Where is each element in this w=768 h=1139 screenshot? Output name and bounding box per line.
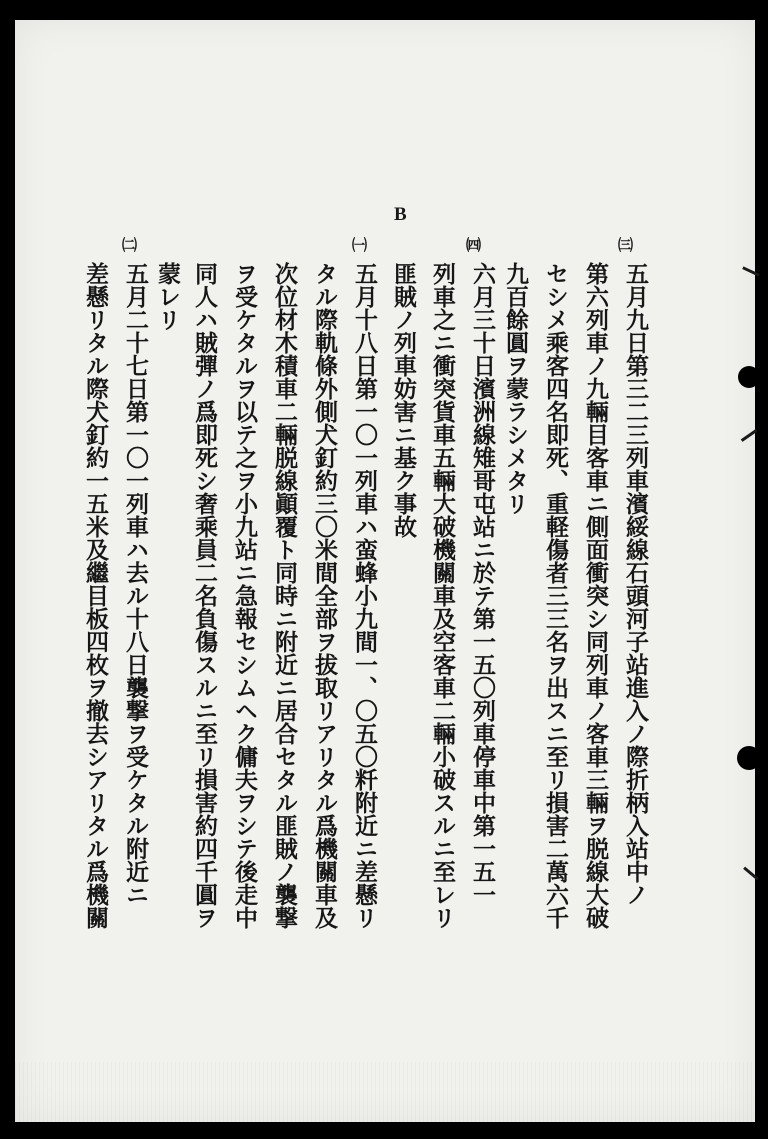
text-column: 六月三十日濱洲線雉哥屯站ニ於テ第一五〇列車停車中第一五一 — [469, 262, 496, 906]
binding-hole — [738, 366, 760, 388]
text-column: 九百餘圓ヲ蒙ラシメタリ — [502, 262, 529, 515]
entry-marker: ㈡ — [122, 236, 138, 254]
text-column: 五月九日第三二三列車濱綏線石頭河子站進入ノ際折柄入站中ノ — [622, 262, 649, 906]
paper-grain — [15, 1062, 755, 1122]
text-column: 差懸リタル際犬釘約一五米及繼目板四枚ヲ撤去シアリタル爲機關 — [82, 262, 109, 929]
entry-marker: ㈢ — [618, 236, 634, 254]
entry-marker: ㈣ — [466, 236, 482, 254]
text-column: 列車之ニ衝突貨車五輛大破機關車及空客車二輛小破スルニ至レリ — [429, 262, 456, 929]
text-column: 同人ハ賊彈ノ爲即死シ奢乘員二名負傷スルニ至リ損害約四千圓ヲ — [191, 262, 218, 929]
text-column: タル際軌條外側犬釘約三〇米間全部ヲ拔取リアリタル爲機關車及 — [311, 262, 338, 929]
section-heading: 匪賊ノ列車妨害ニ基ク事故 — [390, 262, 417, 538]
text-column: ヲ受ケタルヲ以テ之ヲ小九站ニ急報セシムヘク傭夫ヲシテ後走中 — [231, 262, 258, 929]
text-column: 第六列車ノ九輛目客車ニ側面衝突シ同列車ノ客車三輛ヲ脱線大破 — [582, 262, 609, 929]
section-letter: B — [394, 204, 407, 225]
text-column: 次位材木積車二輛脱線顚覆ト同時ニ附近ニ居合セタル匪賊ノ襲撃 — [271, 262, 298, 929]
text-column: 蒙レリ — [154, 262, 181, 331]
entry-marker: ㈠ — [352, 236, 368, 254]
text-column: セシメ乘客四名即死、重軽傷者三三名ヲ出スニ至リ損害二萬六千 — [542, 262, 569, 929]
text-column: 五月十八日第一〇一列車ハ蛮蜂小九間一、〇五〇粁附近ニ差懸リ — [351, 262, 378, 929]
binding-hole — [737, 746, 761, 770]
text-column: 五月二十七日第一〇一列車ハ去ル十八日襲撃ヲ受ケタル附近ニ — [122, 262, 149, 906]
